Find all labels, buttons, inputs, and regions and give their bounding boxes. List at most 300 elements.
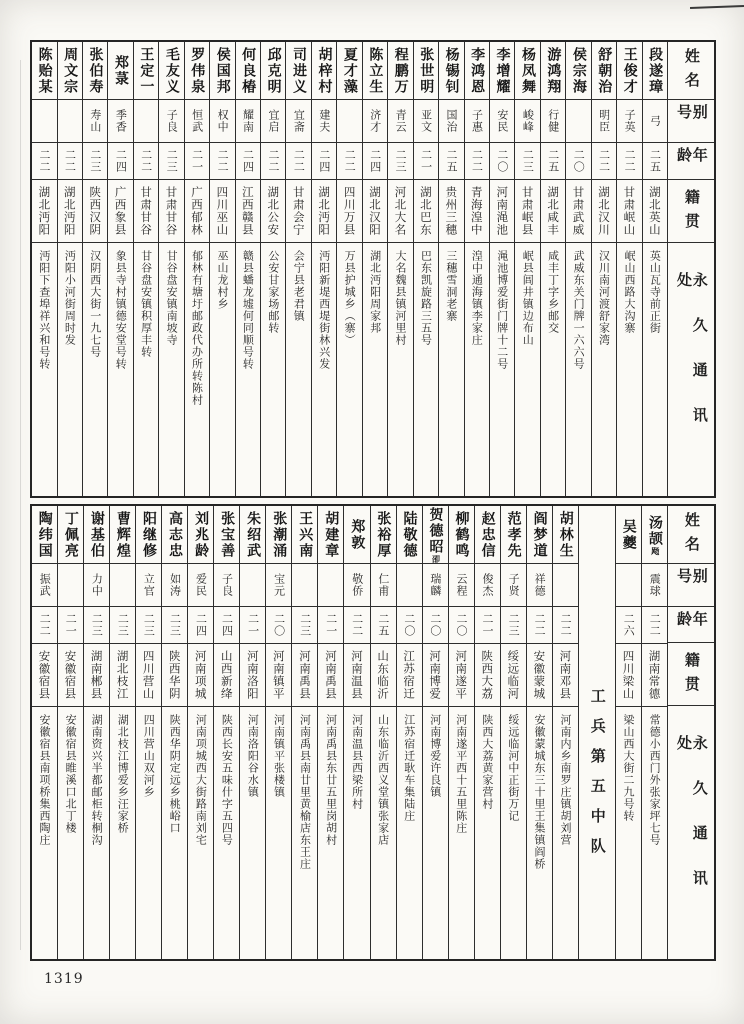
person-name-text: 张伯寿 [87,46,104,95]
person-address-text: 河南镇平张楼镇 [272,714,286,798]
person-native-text: 四川梁山 [621,650,636,700]
person-alias [642,564,667,607]
person-age [159,143,183,180]
person-address [527,707,552,959]
person-name-text: 胡林生 [557,510,574,559]
person-age-text: 二一 [190,149,204,173]
person-age [423,607,448,644]
person-age [58,607,83,644]
person-native-text: 湖北咸丰 [546,186,561,236]
person-age-text: 二五 [648,149,662,173]
person-age-text: 二三 [507,613,521,637]
person-native [159,180,183,243]
person-native-text: 贵州三穗 [444,186,459,236]
person-age-text: 二四 [194,613,208,637]
person-address [541,243,565,496]
person-address-text: 河南内乡南罗庄镇胡刘营 [558,714,572,846]
person-alias-text: 弓 [648,115,662,127]
person-age-text: 二一 [64,613,78,637]
person-address [642,707,667,959]
person-age [439,143,463,180]
person-age [286,143,310,180]
person-address [312,243,336,496]
person-name [318,506,343,564]
person-address-text: 赣县蟠龙墟何同顺号转 [241,250,255,370]
person-native-text: 湖北汉川 [596,186,611,236]
person-age-text: 二三 [88,149,102,173]
person-age-text: 二六 [622,613,636,637]
person-name [236,42,260,100]
person-alias-text: 子惠 [470,109,484,133]
person-native [475,644,500,707]
person-age [32,143,56,180]
header-alias [668,100,714,143]
person-native-text: 江西赣县 [240,186,255,236]
person-native-text: 甘肃岷山 [622,186,637,236]
person-address-text: 安徽宿县南项桥集西陶庄 [38,714,52,846]
person-address-text: 三穗雪洞老寨 [444,250,458,322]
person-name-text: 朱绍武 [245,510,262,559]
person-age-text: 二〇 [572,149,586,173]
person-address-text: 湖北枝江博爱乡汪家桥 [116,714,130,834]
person-age [490,143,514,180]
person-alias [236,100,260,143]
page-number: 1319 [44,971,84,987]
person-native [465,180,489,243]
person-name [566,42,590,100]
person-column [489,42,514,496]
person-native-text: 安徽宿县 [37,650,52,700]
person-address [136,707,161,959]
header-address [668,243,714,496]
person-native [108,180,132,243]
person-age [465,143,489,180]
person-name-text: 曹辉煌 [114,510,131,559]
person-age [188,607,213,644]
person-name-text: 张世明 [418,46,435,95]
person-native-text: 湖南常德 [647,650,662,700]
person-alias-text: 济才 [368,109,382,133]
person-alias-text: 宝元 [272,573,286,597]
person-age [388,143,412,180]
person-native-text: 陕西汉阴 [88,186,103,236]
person-age-text: 二四 [241,149,255,173]
person-address [490,243,514,496]
person-native-text: 河南禹县 [323,650,338,700]
person-age [210,143,234,180]
person-name [136,506,161,564]
person-name-text: 郑敦 [349,518,366,551]
person-age [371,607,396,644]
person-native [337,180,361,243]
person-native [83,180,107,243]
person-alias [185,100,209,143]
person-age [214,607,239,644]
person-native [292,644,317,707]
person-alias-text: 如涛 [168,573,182,597]
person-alias-text: 仁甫 [376,573,390,597]
person-native [185,180,209,243]
person-age-text: 二二 [350,613,364,637]
person-address-text: 河南项城西大街路南刘宅 [194,714,208,846]
person-alias [266,564,291,607]
person-age [83,143,107,180]
person-age-text: 二二 [623,149,637,173]
person-name-text: 陈立生 [367,46,384,95]
person-alias [465,100,489,143]
person-age [236,143,260,180]
person-address [363,243,387,496]
person-address-text: 汉川南河渡舒家湾 [597,250,611,346]
person-alias [58,564,83,607]
person-column [514,42,539,496]
person-address [344,707,369,959]
person-alias [312,100,336,143]
person-name-annotation: 飏 [650,546,660,555]
person-native-text: 河南邓县 [558,650,573,700]
person-column [107,42,132,496]
person-name-text: 周文宗 [62,46,79,95]
person-name [162,506,187,564]
person-address-text: 岷山西路大沟寨 [622,250,636,334]
person-age-text: 二二 [38,613,52,637]
person-native-text: 甘肃甘谷 [139,186,154,236]
person-column [32,42,56,496]
person-alias-text: 力中 [90,573,104,597]
person-name-text: 王俊才 [621,46,638,95]
person-age [344,607,369,644]
person-alias [261,100,285,143]
person-column [311,42,336,496]
person-native-text: 甘肃甘谷 [164,186,179,236]
person-address [449,707,474,959]
person-native [162,644,187,707]
person-age-text: 二三 [168,613,182,637]
person-native [617,180,641,243]
person-alias [414,100,438,143]
person-address [108,243,132,496]
person-native [32,644,57,707]
person-column [187,506,213,959]
person-column [184,42,209,496]
person-age [266,607,291,644]
person-column [235,42,260,496]
person-native-text: 江苏宿迁 [402,650,417,700]
person-native-text: 广西郁林 [189,186,204,236]
person-native [318,644,343,707]
person-native-text: 四川巫山 [215,186,230,236]
person-alias-text: 宜斋 [292,109,306,133]
header-address-text: 永久通讯处 [675,735,709,916]
person-age-text: 二二 [216,149,230,173]
person-address [261,243,285,496]
person-age-text: 二二 [38,149,52,173]
person-alias [337,100,361,143]
person-age [515,143,539,180]
person-age [162,607,187,644]
person-column [422,506,448,959]
header-age-text: 年龄 [675,146,709,171]
person-column [474,506,500,959]
person-name-annotation: 卲 [431,554,441,563]
person-address-text: 河南温县西梁所村 [350,714,364,810]
person-name [490,42,514,100]
person-age-text: 二四 [368,149,382,173]
person-address [397,707,422,959]
person-alias [134,100,158,143]
person-address [475,707,500,959]
person-name-text: 赵忠信 [479,510,496,559]
person-name [439,42,463,100]
person-alias [318,564,343,607]
header-native [668,180,714,243]
header-column [667,506,714,959]
person-native [414,180,438,243]
person-native-text: 甘肃武威 [571,186,586,236]
person-name-text: 汤颉飏 [646,514,663,555]
header-alias-text: 别号 [675,103,709,128]
person-address-text: 湟中通海镇李家庄 [470,250,484,346]
person-alias-text: 青云 [394,109,408,133]
person-native [261,180,285,243]
person-name-text: 丁佩亮 [62,510,79,559]
person-alias-text: 子良 [220,573,234,597]
person-name-text: 阎梦道 [531,510,548,559]
person-address [110,707,135,959]
person-native [344,644,369,707]
unit-label: 工兵第五中队 [588,688,607,868]
person-address-text: 山东临沂西义堂镇张家店 [376,714,390,846]
person-name-text: 李增耀 [494,46,511,95]
person-name [134,42,158,100]
person-age-text: 二〇 [454,613,468,637]
person-column [213,506,239,959]
person-alias-text: 瑞麟 [428,573,442,597]
person-age-text: 二四 [220,613,234,637]
person-name-text: 李鸿恩 [469,46,486,95]
person-column [500,506,526,959]
person-age-text: 二一 [246,613,260,637]
person-native-text: 湖北汉阳 [368,186,382,236]
person-name-text: 司进义 [291,46,307,95]
person-native [553,644,578,707]
person-native [616,644,641,707]
person-name-text: 陆敬德 [401,510,418,559]
person-address [162,707,187,959]
person-address [58,243,82,496]
person-native-text: 四川营山 [141,650,156,700]
person-age [312,143,336,180]
person-address-text: 大名魏县镇河里村 [394,250,408,346]
person-native [566,180,590,243]
person-native [541,180,565,243]
person-address-text: 巴东凯旋路三五号 [419,250,433,346]
person-alias [159,100,183,143]
person-name-text: 邱克明 [265,46,282,95]
person-address-text: 万县护城乡（寨） [343,250,357,346]
person-address [236,243,260,496]
person-age-text: 二一 [481,613,495,637]
person-native [240,644,265,707]
person-alias-text: 子良 [165,109,179,133]
person-age [397,607,422,644]
header-name-text: 姓名 [682,48,701,97]
person-name-text: 何良椿 [240,46,257,95]
header-age [668,607,714,644]
person-native [58,644,83,707]
person-address-text: 湖北沔阳周家邦 [368,250,382,334]
person-name-text: 胡建章 [323,510,340,559]
header-name [668,506,714,564]
person-address-text: 河南博爱许良镇 [428,714,442,798]
person-column [57,506,83,959]
person-age [318,607,343,644]
person-native-text: 湖北公安 [266,186,281,236]
person-alias-text: 敬侨 [350,573,364,597]
person-address-text: 常德小西门外张家坪七号 [648,714,662,846]
person-name [83,42,107,100]
person-column [239,506,265,959]
person-address-text: 甘谷盘安镇南坡寺 [165,250,179,346]
person-address-text: 江苏宿迁耿车集陆庄 [402,714,416,822]
person-address [616,707,641,959]
person-alias [592,100,616,143]
person-age [527,607,552,644]
person-native-text: 河南温县 [350,650,365,700]
person-name-text: 陶纬国 [36,510,53,559]
person-column [82,42,107,496]
person-alias-text: 明臣 [597,109,611,133]
person-native-text: 陕西大荔 [480,650,495,700]
person-column [209,42,234,496]
person-alias [240,564,265,607]
person-column [641,506,667,959]
header-age-text: 年龄 [675,610,709,635]
person-name [642,506,667,564]
person-age [541,143,565,180]
person-name [527,506,552,564]
person-column [265,506,291,959]
person-native-text: 青海湟中 [469,186,484,236]
person-native-text: 河南项城 [193,650,208,700]
person-alias-text: 云程 [454,573,468,597]
person-column [540,42,565,496]
person-name [592,42,616,100]
person-native-text: 广西象县 [113,186,128,236]
person-native [397,644,422,707]
person-native-text: 山东临沂 [376,650,391,700]
person-name-text: 张裕厚 [375,510,392,559]
person-name [344,506,369,564]
person-age [643,143,667,180]
person-name-text: 柳鹤鸣 [453,510,470,559]
person-age-text: 二三 [394,149,408,173]
person-name-text: 张宝善 [219,510,236,559]
person-alias [566,100,590,143]
person-name [501,506,526,564]
person-address-text: 武威东关门牌一六六号 [572,250,586,370]
person-alias [541,100,565,143]
person-address-text: 安徽蒙城东三十里王集镇阎桥 [532,714,546,870]
header-native-text: 籍贯 [682,652,701,701]
person-name [84,506,109,564]
person-age [261,143,285,180]
person-column [32,506,57,959]
person-alias [32,564,57,607]
person-native-text: 安徽蒙城 [532,650,547,700]
person-age-text: 二二 [470,149,484,173]
person-age [566,143,590,180]
person-alias-text: 子英 [623,109,637,133]
person-address-text: 公安甘家场邮转 [266,250,280,334]
scan-artifact-line [690,5,744,9]
person-address [515,243,539,496]
person-address [84,707,109,959]
person-name [58,42,82,100]
person-native-text: 湖北沔阳 [62,186,77,236]
person-age [592,143,616,180]
person-address-text: 会宁县老君镇 [292,250,306,322]
header-name-text: 姓名 [682,512,701,561]
person-age-text: 二三 [142,613,156,637]
person-address-text: 象县寺村镇德安堂号转 [114,250,128,370]
person-column [464,42,489,496]
person-age [240,607,265,644]
person-age-text: 二四 [114,149,128,173]
person-name-text: 罗伟泉 [189,46,206,95]
person-alias [214,564,239,607]
person-age [449,607,474,644]
person-age-text: 二三 [521,149,535,173]
person-age-text: 二一 [419,149,433,173]
header-alias [668,564,714,607]
person-age-text: 二〇 [495,149,509,173]
person-address [371,707,396,959]
person-native [423,644,448,707]
person-age-text: 二二 [343,149,357,173]
person-native [592,180,616,243]
person-native-text: 河南博爱 [428,650,443,700]
person-native [642,644,667,707]
person-age [292,607,317,644]
person-name [617,42,641,100]
person-native-text: 河北大名 [393,186,408,236]
person-address-text: 河南洛阳谷水镇 [246,714,260,798]
person-address [32,707,57,959]
person-address [32,243,56,496]
scan-artifact-edge [20,60,21,950]
person-native [136,644,161,707]
person-address-text: 四川营山双河乡 [142,714,156,798]
person-name-text: 侯国邦 [214,46,231,95]
person-name [465,42,489,100]
person-name [423,506,448,564]
person-address [58,707,83,959]
person-column [387,42,412,496]
person-column [291,506,317,959]
person-column [317,506,343,959]
person-address [286,243,310,496]
person-address-text: 沔阳新堤西堤街林兴发 [317,250,331,370]
person-column [413,42,438,496]
person-native [449,644,474,707]
person-age-text: 二五 [445,149,459,173]
person-column [370,506,396,959]
person-age [475,607,500,644]
person-address-text: 陕西大荔黄家营村 [480,714,494,810]
person-address-text: 梁山西大街二九号转 [622,714,636,822]
person-name-text: 毛友义 [163,46,180,95]
